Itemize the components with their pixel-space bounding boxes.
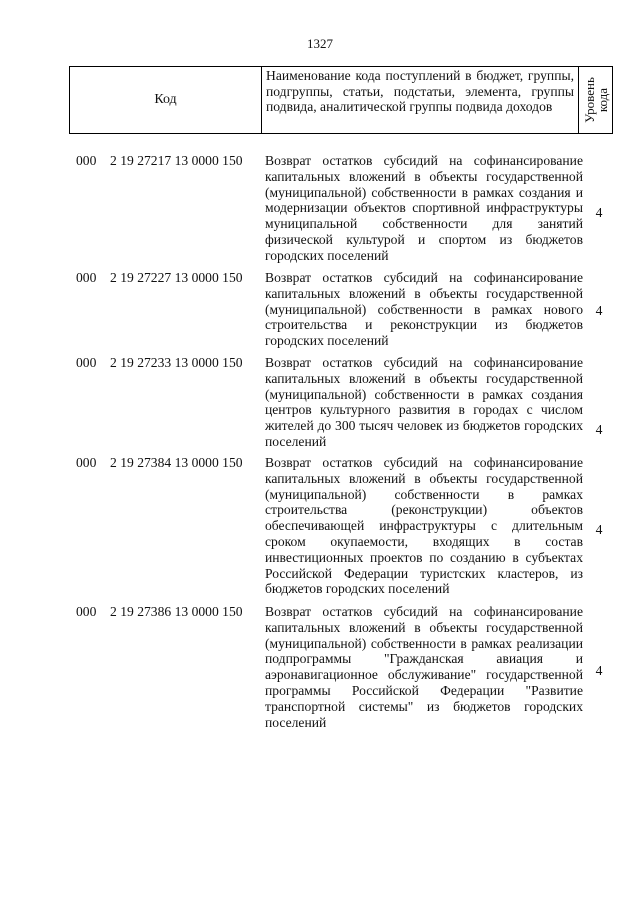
page-number: 1327 — [307, 36, 333, 51]
header-level — [579, 67, 612, 133]
row-name: Возврат остатков субсидий на софинансирование капитальных вложений в объекты государственной (муниципальной) собственности в рамках реализации подпрограммы "Гражданская авиация и аэронавигационное обслуживание" государственной программы Российской Федерации "Развитие транспортной системы" из бюджетов городских поселений — [265, 604, 583, 730]
row-name: Возврат остатков субсидий на софинансирование капитальных вложений в объекты государственной (муниципальной) собственности в рамках создания центров культурного развития в городах с числом жителей до 300 тысяч человек из бюджетов городских поселений — [265, 355, 583, 449]
revenue-code: 2 19 27217 13 0000 150 — [110, 153, 243, 168]
row-level: 4 — [595, 205, 603, 220]
admin-code: 000 — [76, 153, 97, 168]
admin-code: 000 — [76, 455, 97, 470]
revenue-code: 2 19 27386 13 0000 150 — [110, 604, 243, 619]
header-code: Код — [70, 67, 262, 133]
revenue-code: 2 19 27384 13 0000 150 — [110, 455, 243, 470]
revenue-code: 2 19 27227 13 0000 150 — [110, 270, 243, 285]
row-name: Возврат остатков субсидий на софинансирование капитальных вложений в объекты государственной (муниципальной) собственности в рамках создания и модернизации объектов спортивной инфраструктуры муниципальной собственности для занятий физической культурой и спортом из бюджетов городских поселений — [265, 153, 583, 263]
row-level: 4 — [595, 422, 603, 437]
admin-code: 000 — [76, 355, 97, 370]
revenue-code: 2 19 27233 13 0000 150 — [110, 355, 243, 370]
header-level-line2: кода — [594, 87, 610, 113]
row-code — [76, 355, 243, 371]
row-code — [76, 270, 243, 286]
row-level: 4 — [595, 663, 603, 678]
row-code — [76, 455, 243, 471]
admin-code: 000 — [76, 604, 97, 619]
header-level-text — [583, 77, 609, 123]
table-header — [69, 66, 613, 134]
header-name: Наименование кода поступлений в бюджет, группы, подгруппы, статьи, подстатьи, элемента, группы подвида, аналитической группы подвида доходов — [262, 67, 579, 133]
row-name: Возврат остатков субсидий на софинансирование капитальных вложений в объекты государственной (муниципальной) собственности в рамках строительства (реконструкции) объектов обеспечивающей инфраструктуры с длительным сроком окупаемости, входящих в состав инвестиционных проектов по созданию в субъектах Российской Федерации туристских кластеров, из бюджетов городских поселений — [265, 455, 583, 597]
row-code — [76, 604, 243, 620]
row-level: 4 — [595, 303, 603, 318]
row-name: Возврат остатков субсидий на софинансирование капитальных вложений в объекты государственной (муниципальной) собственности в рамках нового строительства и реконструкции из бюджетов городских поселений — [265, 270, 583, 349]
row-level: 4 — [595, 522, 603, 537]
admin-code: 000 — [76, 270, 97, 285]
row-code — [76, 153, 243, 169]
header-level-line1: Уровень — [581, 77, 597, 123]
